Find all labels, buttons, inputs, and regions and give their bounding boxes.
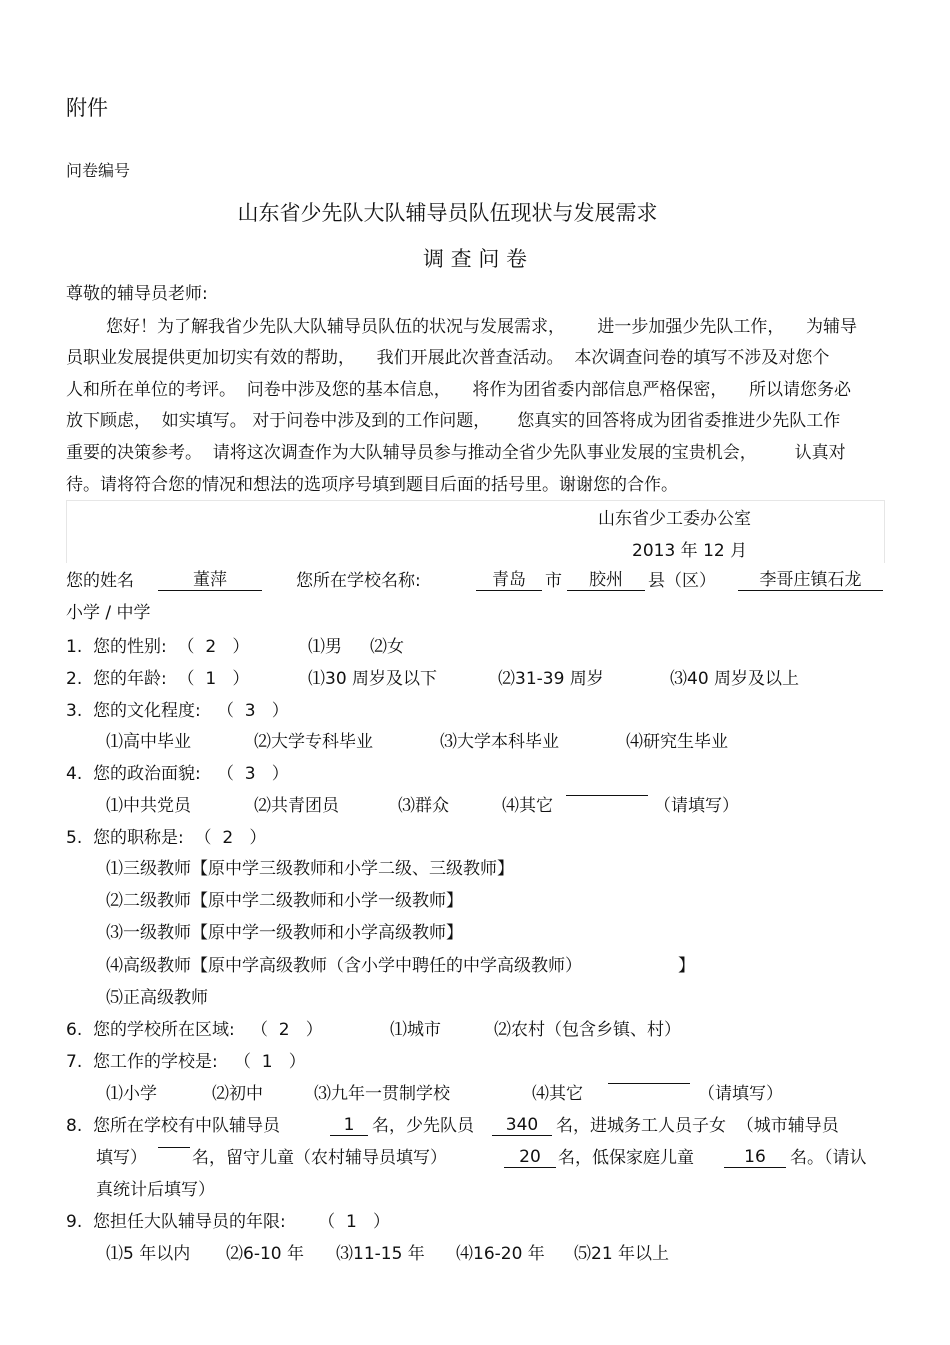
q8-text: 名，少先队员 [372,1116,474,1136]
name-field[interactable]: 董萍 [158,570,262,591]
q4-other-field[interactable] [566,795,648,796]
q8-text: 填写） [96,1148,147,1168]
question-1: 1. 您的性别: （ 2 ） [66,637,250,657]
greeting: 尊敬的辅导员老师: [66,284,208,304]
q8-text: 名，进城务工人员子女 （城市辅导员 [556,1116,839,1136]
county-field[interactable]: 胶州 [567,570,645,591]
intro-line: 重要的决策参考。 请将这次调查作为大队辅导员参与推动全省少先队事业发展的宝贵机会， 认真对 [66,443,846,463]
intro-line: 员职业发展提供更加切实有效的帮助， 我们开展此次普查活动。 本次调查问卷的填写不涉及对您个 [66,348,830,368]
document-title: 山东省少先队大队辅导员队伍现状与发展需求 [237,201,658,225]
q7-fill-hint: （请填写） [698,1084,783,1104]
q9-option: ⑶11-15 年 [336,1244,425,1264]
q3-option: ⑶大学本科毕业 [440,732,559,752]
q8-text: 名，低保家庭儿童 [558,1148,694,1168]
city-field[interactable]: 青岛 [476,570,542,591]
q4-option: ⑵共青团员 [254,796,339,816]
q4-fill-hint: （请填写） [654,796,739,816]
q9-option: ⑵6-10 年 [226,1244,304,1264]
school-type: 小学 / 中学 [66,603,151,623]
q2-option: ⑶40 周岁及以上 [670,669,800,689]
intro-line: 待。请将符合您的情况和想法的选项序号填到题目后面的括号里。谢谢您的合作。 [66,475,678,495]
q3-option: ⑴高中毕业 [106,732,191,752]
signature-org: 山东省少工委办公室 [598,509,751,529]
q7-option: ⑷其它 [532,1084,583,1104]
q5-option: ⑸正高级教师 [106,988,208,1008]
q8-text: 名，留守儿童（农村辅导员填写） [192,1148,447,1168]
q2-option: ⑴30 周岁及以下 [308,669,438,689]
q5-option: ⑵二级教师【原中学二级教师和小学一级教师】 [106,891,463,911]
q4-option: ⑶群众 [398,796,449,816]
questionnaire-number-label: 问卷编号 [66,161,131,180]
question-5: 5. 您的职称是: （ 2 ） [66,828,267,848]
q8-text: 名。（请认 [790,1148,867,1168]
q6-option: ⑴城市 [390,1020,441,1040]
signature-date: 2013 年 12 月 [632,541,748,561]
q7-option: ⑴小学 [106,1084,157,1104]
q8-migrant-children-field[interactable] [158,1147,190,1148]
q8-text: 真统计后填写） [96,1180,215,1200]
q8-left-behind-field[interactable]: 20 [504,1147,556,1168]
q8-squad-counselors-field[interactable]: 1 [330,1115,368,1136]
question-7: 7. 您工作的学校是: （ 1 ） [66,1052,306,1072]
q8-pioneers-field[interactable]: 340 [492,1115,552,1136]
q3-option: ⑵大学专科毕业 [254,732,373,752]
school-name-field[interactable]: 李哥庄镇石龙 [738,570,883,591]
intro-line: 您好！为了解我省少先队大队辅导员队伍的状况与发展需求， 进一步加强少先队工作， 为辅导 [106,317,858,337]
q1-option: ⑵女 [370,637,404,657]
question-3: 3. 您的文化程度: （ 3 ） [66,701,289,721]
q4-option: ⑷其它 [502,796,553,816]
question-4: 4. 您的政治面貌: （ 3 ） [66,764,289,784]
name-label: 您的姓名 [66,571,134,591]
q5-option: ⑷高级教师【原中学高级教师（含小学中聘任的中学高级教师） [106,956,582,976]
q4-option: ⑴中共党员 [106,796,191,816]
intro-line: 人和所在单位的考评。 问卷中涉及您的基本信息， 将作为团省委内部信息严格保密， 所以请您务必 [66,380,852,400]
school-label: 您所在学校名称: [296,571,421,591]
signature-box [66,500,885,563]
document-subtitle: 调 查 问 卷 [422,247,528,271]
q8-low-income-field[interactable]: 16 [724,1147,786,1168]
attachment-label: 附件 [66,96,108,120]
question-2: 2. 您的年龄: （ 1 ） [66,669,250,689]
question-9: 9. 您担任大队辅导员的年限: （ 1 ） [66,1212,391,1232]
intro-line: 放下顾虑， 如实填写。 对于问卷中涉及到的工作问题， 您真实的回答将成为团省委推进少先队工作 [66,411,841,431]
q7-option: ⑵初中 [212,1084,263,1104]
q9-option: ⑸21 年以上 [574,1244,670,1264]
q5-option: ⑴三级教师【原中学三级教师和小学二级、三级教师】 [106,859,514,879]
q5-option-bracket: 】 [678,956,695,976]
q5-option: ⑶一级教师【原中学一级教师和小学高级教师】 [106,923,463,943]
county-suffix: 县（区） [648,571,716,591]
q6-option: ⑵农村（包含乡镇、村） [494,1020,681,1040]
q7-other-field[interactable] [608,1083,690,1084]
city-suffix: 市 [545,571,562,591]
question-6: 6. 您的学校所在区域: （ 2 ） [66,1020,323,1040]
q7-option: ⑶九年一贯制学校 [314,1084,450,1104]
q2-option: ⑵31-39 周岁 [498,669,604,689]
question-8: 8. 您所在学校有中队辅导员 [66,1116,281,1136]
q3-option: ⑷研究生毕业 [626,732,728,752]
q9-option: ⑴5 年以内 [106,1244,191,1264]
q9-option: ⑷16-20 年 [456,1244,545,1264]
q1-option: ⑴男 [308,637,342,657]
